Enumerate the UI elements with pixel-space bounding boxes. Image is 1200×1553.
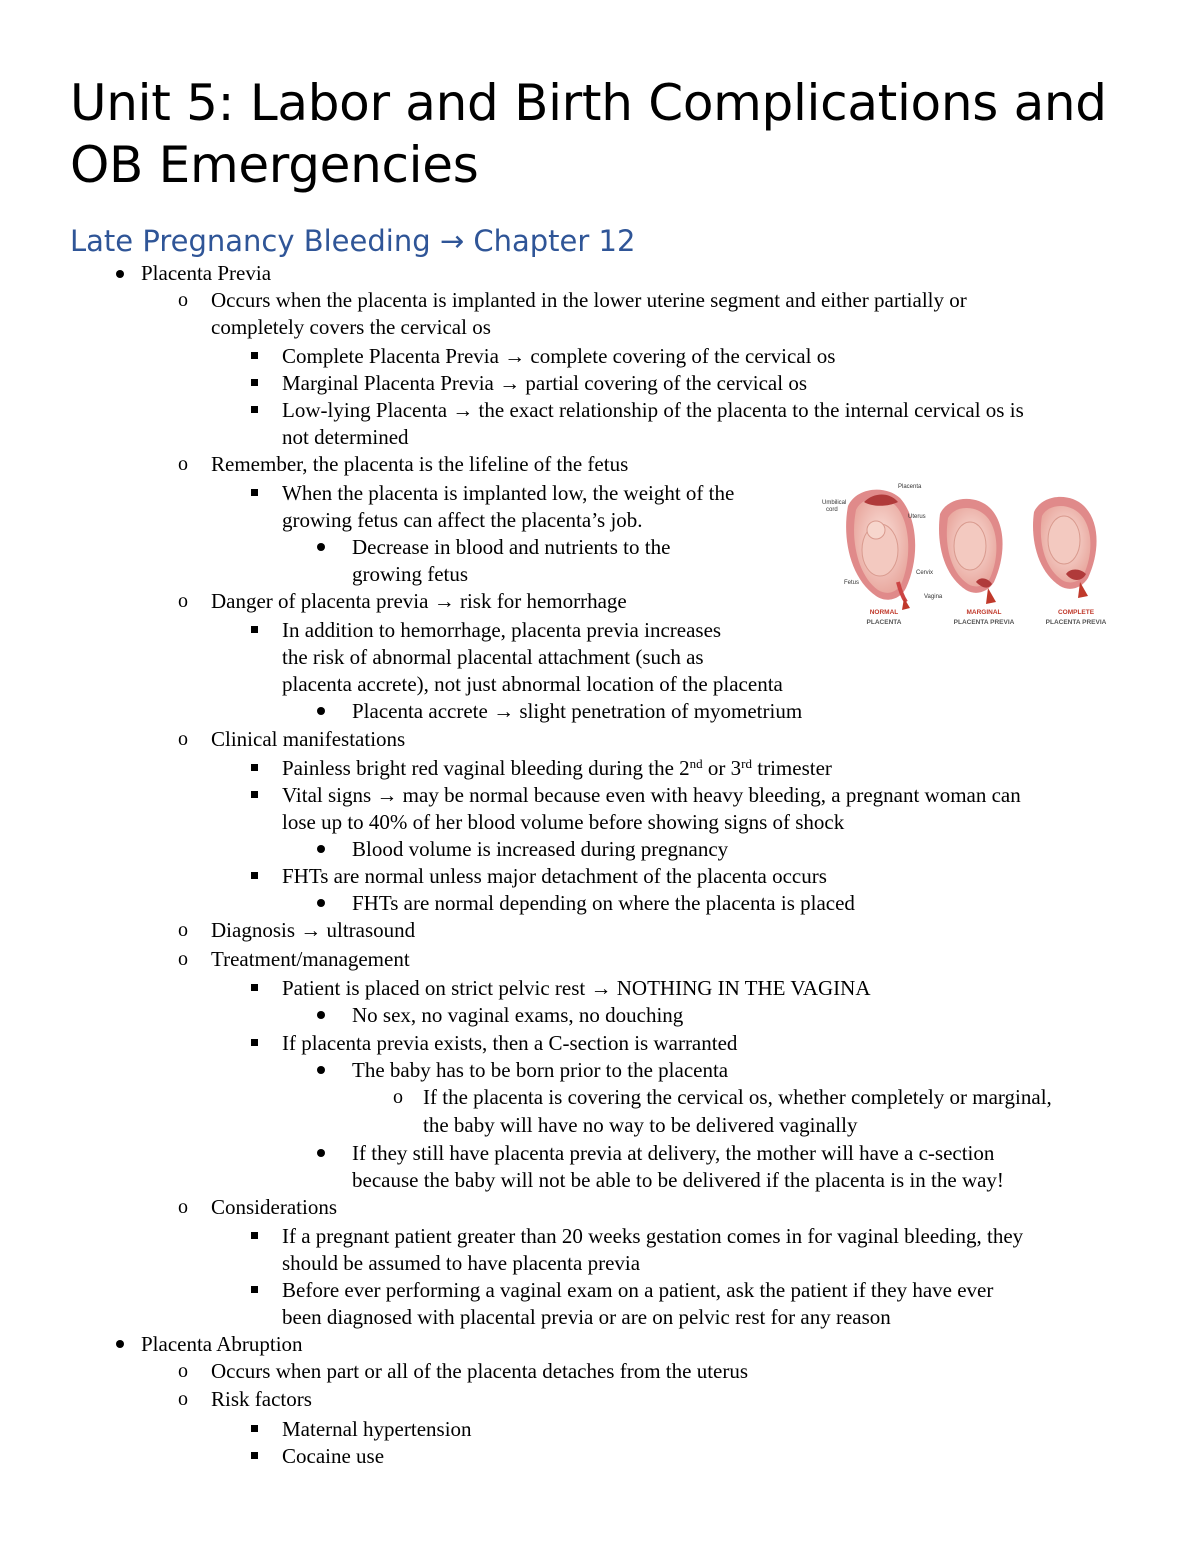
bullet-square-icon (251, 791, 258, 798)
bullet-dot-icon (317, 1011, 325, 1019)
cervix-label: Cervix (916, 570, 934, 576)
list-item-continuation: completely covers the cervical os (211, 315, 491, 339)
bullet-square-icon (251, 1039, 258, 1046)
list-item: Occurs when part or all of the placenta detaches from the uterus (211, 1359, 749, 1383)
bullet-dot-icon (317, 707, 325, 715)
list-item: Placenta Previa (141, 261, 272, 285)
list-item: Blood volume is increased during pregnancy (352, 837, 729, 861)
list-item-continuation: been diagnosed with placental previa or are on pelvic rest for any reason (282, 1305, 891, 1329)
placenta-label: Placenta (898, 484, 922, 490)
list-item: Maternal hypertension (282, 1417, 472, 1441)
list-item: If a pregnant patient greater than 20 weeks gestation comes in for vaginal bleeding, they (282, 1224, 1024, 1248)
list-item: If they still have placenta previa at delivery, the mother will have a c-section (352, 1141, 995, 1165)
list-item: The baby has to be born prior to the placenta (352, 1058, 729, 1082)
bullet-dot-icon (317, 1066, 325, 1074)
list-item: Occurs when the placenta is implanted in the lower uterine segment and either partially or (211, 288, 967, 312)
list-item: Placenta Abruption (141, 1332, 303, 1356)
bullet-square-icon (251, 1452, 258, 1459)
text-run: Painless bright red vaginal bleeding during the 2 (282, 756, 690, 780)
list-item: FHTs are normal depending on where the placenta is placed (352, 891, 855, 915)
bullet-square-icon (251, 379, 258, 386)
list-item-continuation: the baby will have no way to be delivered vaginally (423, 1113, 858, 1137)
caption-complete-line2: PLACENTA PREVIA (1045, 619, 1107, 626)
list-item-continuation: growing fetus (352, 562, 469, 586)
list-item: Vital signs → may be normal because even with heavy bleeding, a pregnant woman can (282, 783, 1021, 807)
list-item: Before ever performing a vaginal exam on a patient, ask the patient if they have ever (282, 1278, 994, 1302)
bullet-square-icon (251, 352, 258, 359)
list-item: Treatment/management (211, 947, 410, 971)
bullet-circle-icon: o (178, 728, 188, 750)
bullet-circle-icon: o (178, 1388, 188, 1410)
bullet-dot-icon (317, 1149, 325, 1157)
list-item: Placenta accrete → slight penetration of myometrium (352, 699, 803, 723)
list-item: Marginal Placenta Previa → partial covering of the cervical os (282, 371, 807, 395)
marginal-previa-illustration (939, 499, 1003, 604)
superscript: rd (741, 756, 753, 771)
bullet-circle-icon: o (178, 919, 188, 941)
bullet-circle-icon: o (178, 1196, 188, 1218)
fetus-label: Fetus (844, 580, 860, 586)
text-run: trimester (752, 756, 832, 780)
bullet-circle-icon: o (178, 1360, 188, 1382)
list-item-continuation: the risk of abnormal placental attachment (such as (282, 645, 704, 669)
caption-normal-line2: PLACENTA (866, 619, 902, 626)
list-item-continuation: because the baby will not be able to be delivered if the placenta is in the way! (352, 1168, 1004, 1192)
list-item: In addition to hemorrhage, placenta previa increases (282, 618, 722, 642)
bullet-square-icon (251, 1232, 258, 1239)
caption-complete-line1: COMPLETE (1057, 609, 1095, 616)
bullet-square-icon (251, 1286, 258, 1293)
umbilical-cord-label: Umbilical (822, 500, 847, 506)
bullet-square-icon (251, 764, 258, 771)
bullet-square-icon (251, 406, 258, 413)
bullet-dot-icon (317, 845, 325, 853)
list-item: FHTs are normal unless major detachment of the placenta occurs (282, 864, 827, 888)
placenta-previa-figure (820, 478, 1120, 634)
bullet-circle-icon: o (178, 590, 188, 612)
bullet-dot-icon (317, 543, 325, 551)
list-item: If placenta previa exists, then a C-section is warranted (282, 1031, 738, 1055)
bullet-circle-icon: o (178, 289, 188, 311)
list-item-continuation: not determined (282, 425, 409, 449)
bullet-square-icon (251, 1425, 258, 1432)
list-item: Considerations (211, 1195, 337, 1219)
document-title: Unit 5: Labor and Birth Complications and OB Emergencies (70, 74, 1107, 194)
list-item: Decrease in blood and nutrients to the (352, 535, 671, 559)
superscript: nd (689, 756, 703, 771)
bullet-dot-icon (116, 1340, 124, 1348)
list-item: Risk factors (211, 1387, 312, 1411)
list-item-continuation: growing fetus can affect the placenta’s job. (282, 508, 643, 532)
vagina-label: Vagina (924, 594, 943, 600)
list-item: Clinical manifestations (211, 727, 406, 751)
bullet-square-icon (251, 626, 258, 633)
text-run: or 3 (702, 756, 742, 780)
list-item-continuation: placenta accrete), not just abnormal location of the placenta (282, 672, 783, 696)
caption-marginal-line1: MARGINAL (966, 609, 1002, 616)
normal-uterus-illustration (846, 490, 915, 610)
list-item: No sex, no vaginal exams, no douching (352, 1003, 684, 1027)
list-item: Diagnosis → ultrasound (211, 918, 416, 942)
list-item-continuation: should be assumed to have placenta previa (282, 1251, 641, 1275)
list-item-continuation: lose up to 40% of her blood volume before showing signs of shock (282, 810, 845, 834)
bullet-dot-icon (116, 270, 124, 278)
bullet-circle-icon: o (178, 453, 188, 475)
bullet-dot-icon (317, 899, 325, 907)
complete-previa-illustration (1033, 497, 1097, 598)
uterus-label: Uterus (908, 514, 926, 520)
bullet-square-icon (251, 984, 258, 991)
list-item: Cocaine use (282, 1444, 385, 1468)
list-item: Remember, the placenta is the lifeline of the fetus (211, 452, 629, 476)
list-item: Complete Placenta Previa → complete covering of the cervical os (282, 344, 836, 368)
caption-normal-line1: NORMAL (869, 609, 899, 616)
list-item (282, 755, 832, 782)
bullet-square-icon (251, 489, 258, 496)
list-item: Danger of placenta previa → risk for hemorrhage (211, 589, 627, 613)
section-heading: Late Pregnancy Bleeding → Chapter 12 (70, 224, 636, 258)
bullet-circle-icon: o (393, 1086, 403, 1108)
list-item: If the placenta is covering the cervical os, whether completely or marginal, (423, 1085, 1052, 1109)
bullet-circle-icon: o (178, 948, 188, 970)
caption-marginal-line2: PLACENTA PREVIA (953, 619, 1015, 626)
bullet-square-icon (251, 872, 258, 879)
list-item: Low-lying Placenta → the exact relationship of the placenta to the internal cervical os is (282, 398, 1024, 422)
list-item: Patient is placed on strict pelvic rest → NOTHING IN THE VAGINA (282, 976, 871, 1000)
list-item: When the placenta is implanted low, the weight of the (282, 481, 735, 505)
umbilical-cord-label-line2: cord (826, 507, 838, 513)
